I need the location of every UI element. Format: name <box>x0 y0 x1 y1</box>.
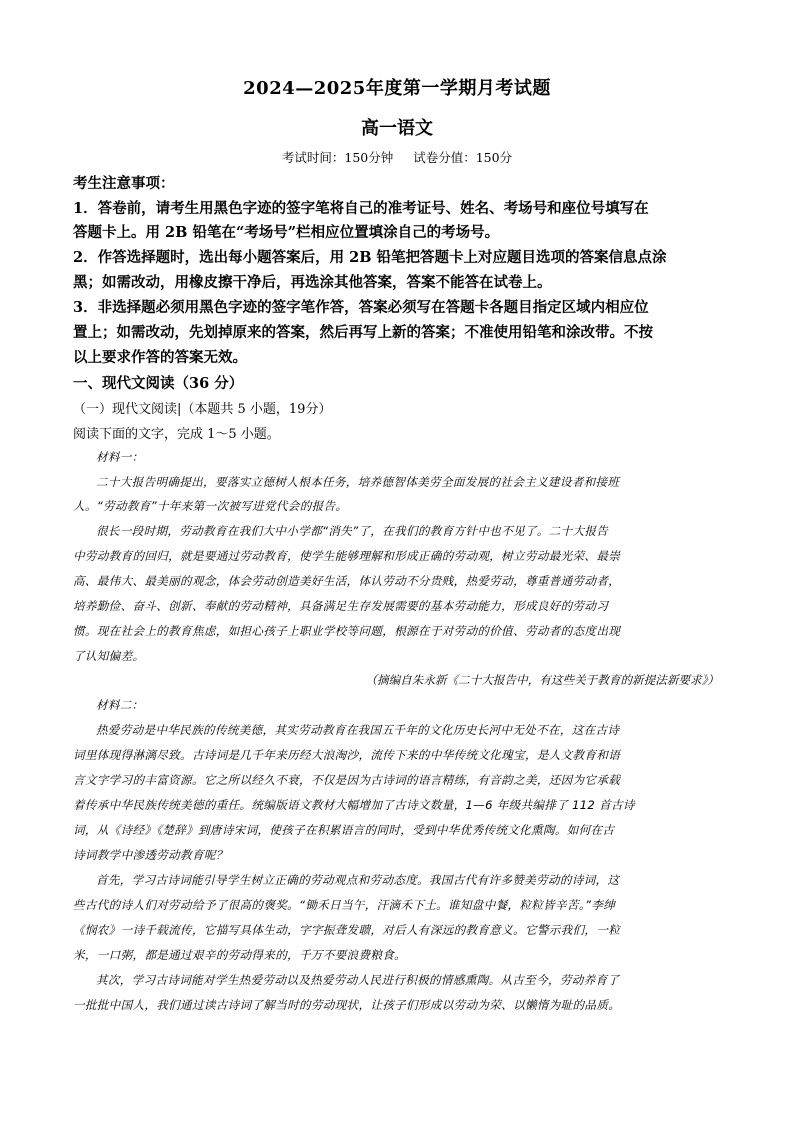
material1-line: 中劳动教育的回归，就是要通过劳动教育，使学生能够理解和形成正确的劳动观，树立劳动最光荣、最崇 <box>73 549 621 563</box>
material1-line: 二十大报告明确提出，要落实立德树人根本任务，培养德智体美劳全面发展的社会主义建设者和接班 <box>96 475 620 489</box>
subject-title: 高一语文 <box>361 118 433 139</box>
notice-line: 黑；如需改动，用橡皮擦干净后，再选涂其他答案，答案不能答在试卷上。 <box>73 274 552 291</box>
exam-time: 考试时间：150分钟 <box>281 150 394 165</box>
material2-line: 些古代的诗人们对劳动给予了很高的褒奖。“锄禾日当午，汗滴禾下土。谁知盘中餐，粒粒皆辛苦。”李绅 <box>73 898 616 912</box>
notice-line: 3．非选择题必须用黑色字迹的签字笔作答，答案必须写在答题卡各题目指定区域内相应位 <box>73 299 649 316</box>
material2-line: 一批批中国人，我们通过读古诗词了解当时的劳动现状，让孩子们形成以劳动为荣、以懒惰为耻的品质。 <box>73 998 621 1012</box>
material2-line: 热爱劳动是中华民族的传统美德，其实劳动教育在我国五千年的文化历史长河中无处不在，这在古诗 <box>96 723 620 737</box>
material2-label: 材料二： <box>96 698 144 712</box>
notice-line: 2．作答选择题时，选出每小题答案后，用 2B 铅笔把答题卡上对应题目选项的答案信息点涂 <box>73 249 667 266</box>
section-instruction: 阅读下面的文字，完成 1～5 小题。 <box>73 427 280 442</box>
material2-line: 诗词教学中渗透劳动教育呢？ <box>73 848 228 862</box>
material1-label: 材料一： <box>96 450 144 464</box>
material2-line: 着传承中华民族传统美德的重任。统编版语文教材大幅增加了古诗文数量，1—6 年级共编排了 112 首古诗 <box>73 798 635 812</box>
material1-line: 很长一段时期，劳动教育在我们大中小学都“消失”了，在我们的教育方针中也不见了。二十大报告 <box>96 524 609 538</box>
material2-line: 米，一口粥，都是通过艰辛的劳动得来的，千万不要浪费粮食。 <box>73 948 407 962</box>
section-title: 一、现代文阅读（36 分） <box>73 375 244 392</box>
material1-line: 人。“劳动教育”十年来第一次被写进党代会的报告。 <box>73 499 348 513</box>
material2-line: 词，从《诗经》《楚辞》到唐诗宋词，使孩子在积累语言的同时，受到中华优秀传统文化熏陶。如何在古 <box>73 823 615 837</box>
notice-line: 答题卡上。用 2B 铅笔在“考场号”栏相应位置填涂自己的考场号。 <box>73 224 500 241</box>
material1-source: （摘编自朱永新《二十大报告中，有这些关于教育的新提法新要求》） <box>365 673 719 687</box>
material1-line: 了认知偏差。 <box>73 649 145 663</box>
notice-line: 置上；如需改动，先划掉原来的答案，然后再写上新的答案；不准使用铅笔和涂改带。不按 <box>73 324 653 341</box>
exam-info <box>0 148 794 166</box>
material2-line: 《悯农》一诗千载流传，它描写具体生动，字字振聋发聩，对后人有深远的教育意义。它警示我们，一粒 <box>73 923 621 937</box>
material1-line: 培养勤俭、奋斗、创新、奉献的劳动精神，具备满足生存发展需要的基本劳动能力，形成良好的劳动习 <box>73 599 609 613</box>
notice-line: 1．答卷前，请考生用黑色字迹的签字笔将自己的准考证号、姓名、考场号和座位号填写在 <box>73 200 649 217</box>
material2-line: 其次，学习古诗词能对学生热爱劳动以及热爱劳动人民进行积极的情感熏陶。从古至今，劳动养育了 <box>96 973 620 987</box>
notice-heading: 考生注意事项： <box>73 175 175 192</box>
section-subtitle: （一）现代文阅读|（本题共 5 小题，19分） <box>73 402 332 417</box>
exam-title: 2024—2025年度第一学期月考试题 <box>243 78 551 99</box>
material2-line: 词里体现得淋漓尽致。古诗词是几千年来历经大浪淘沙，流传下来的中华传统文化瑰宝，是人文教育和语 <box>73 748 621 762</box>
material1-line: 惯。现在社会上的教育焦虑，如担心孩子上职业学校等问题，根源在于对劳动的价值、劳动者的态度出现 <box>73 624 621 638</box>
exam-score: 试卷分值：150分 <box>413 150 513 165</box>
material2-line: 首先，学习古诗词能引导学生树立正确的劳动观点和劳动态度。我国古代有许多赞美劳动的诗词，这 <box>96 873 620 887</box>
notice-line: 以上要求作答的答案无效。 <box>73 349 247 366</box>
material1-line: 高、最伟大、最美丽的观念，体会劳动创造美好生活，体认劳动不分贵贱，热爱劳动，尊重普通劳动者， <box>73 574 621 588</box>
material2-line: 言文字学习的丰富资源。它之所以经久不衰，不仅是因为古诗词的语言精练，有音韵之美，还因为它承载 <box>73 773 621 787</box>
